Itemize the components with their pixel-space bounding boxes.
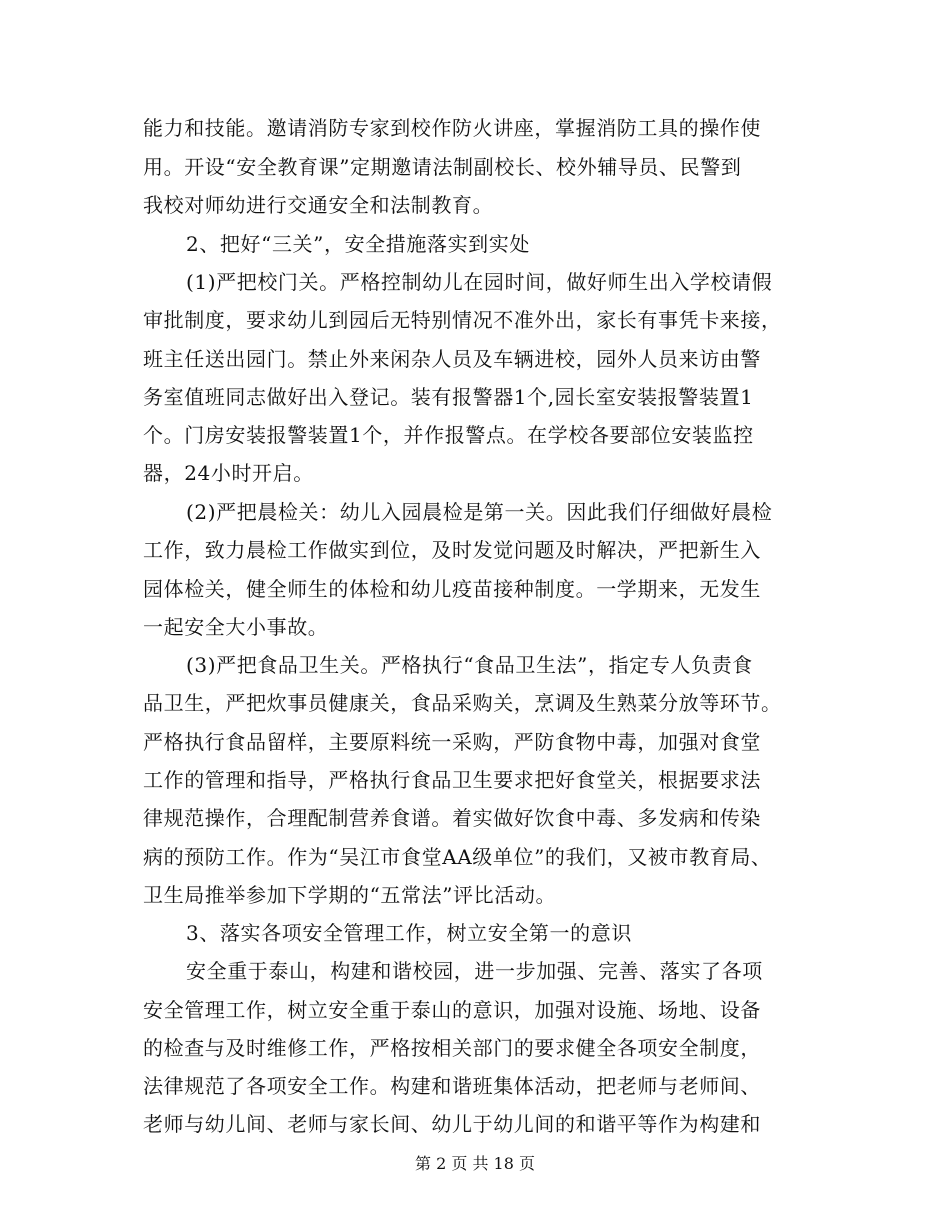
page-number-footer: 第 2 页 共 18 页 [415, 1154, 535, 1173]
text-line: 严格执行食品留样，主要原料统一采购，严防食物中毒，加强对食堂 [143, 730, 761, 754]
text-line: 品卫生，严把炊事员健康关，食品采购关，烹调及生熟菜分放等环节。 [143, 691, 782, 715]
text-line: 工作的管理和指导，严格执行食品卫生要求把好食堂关，根据要求法 [143, 768, 761, 792]
text-line: 卫生局推举参加下学期的“五常法”评比活动。 [143, 883, 557, 907]
text-line: 能力和技能。邀请消防专家到校作防火讲座，掌握消防工具的操作使 [143, 116, 761, 140]
section-heading: 2、把好“三关”，安全措施落实到实处 [186, 232, 530, 256]
text-line: 审批制度，要求幼儿到园后无特别情况不准外出，家长有事凭卡来接， [143, 308, 782, 332]
text-line: 务室值班同志做好出入登记。装有报警器1个,园长室安装报警装置1 [143, 385, 754, 409]
text-line: 器，24小时开启。 [143, 461, 314, 485]
text-line: 一起安全大小事故。 [143, 615, 329, 639]
text-line: 我校对师幼进行交通安全和法制教育。 [143, 193, 494, 217]
text-line: 安全重于泰山，构建和谐校园，进一步加强、完善、落实了各项 [186, 959, 763, 983]
text-line: 用。开设“安全教育课”定期邀请法制副校长、校外辅导员、民警到 [143, 155, 742, 179]
text-line: 园体检关，健全师生的体检和幼儿疫苗接种制度。一学期来，无发生 [143, 577, 761, 601]
text-line: 病的预防工作。作为“吴江市食堂AA级单位”的我们，又被市教育局、 [143, 845, 772, 869]
text-line: 安全管理工作，树立安全重于泰山的意识，加强对设施、场地、设备 [143, 998, 761, 1022]
section-heading: 3、落实各项安全管理工作，树立安全第一的意识 [186, 921, 632, 945]
text-line: 班主任送出园门。禁止外来闲杂人员及车辆进校，园外人员来访由警 [143, 347, 761, 371]
text-line: (2)严把晨检关：幼儿入园晨检是第一关。因此我们仔细做好晨检 [186, 500, 773, 524]
text-line: 律规范操作，合理配制营养食谱。着实做好饮食中毒、多发病和传染 [143, 806, 761, 830]
text-line: 老师与幼儿间、老师与家长间、幼儿于幼儿间的和谐平等作为构建和 [143, 1112, 761, 1136]
text-line: 个。门房安装报警装置1个，并作报警点。在学校各要部位安装监控 [143, 423, 754, 447]
text-line: 的检查与及时维修工作，严格按相关部门的要求健全各项安全制度， [143, 1036, 761, 1060]
text-line: (1)严把校门关。严格控制幼儿在园时间，做好师生出入学校请假 [186, 270, 773, 294]
text-line: 法律规范了各项安全工作。构建和谐班集体活动，把老师与老师间、 [143, 1074, 761, 1098]
text-line: 工作，致力晨检工作做实到位，及时发觉问题及时解决，严把新生入 [143, 538, 761, 562]
text-line: (3)严把食品卫生关。严格执行“食品卫生法”，指定专人负责食 [186, 653, 753, 677]
